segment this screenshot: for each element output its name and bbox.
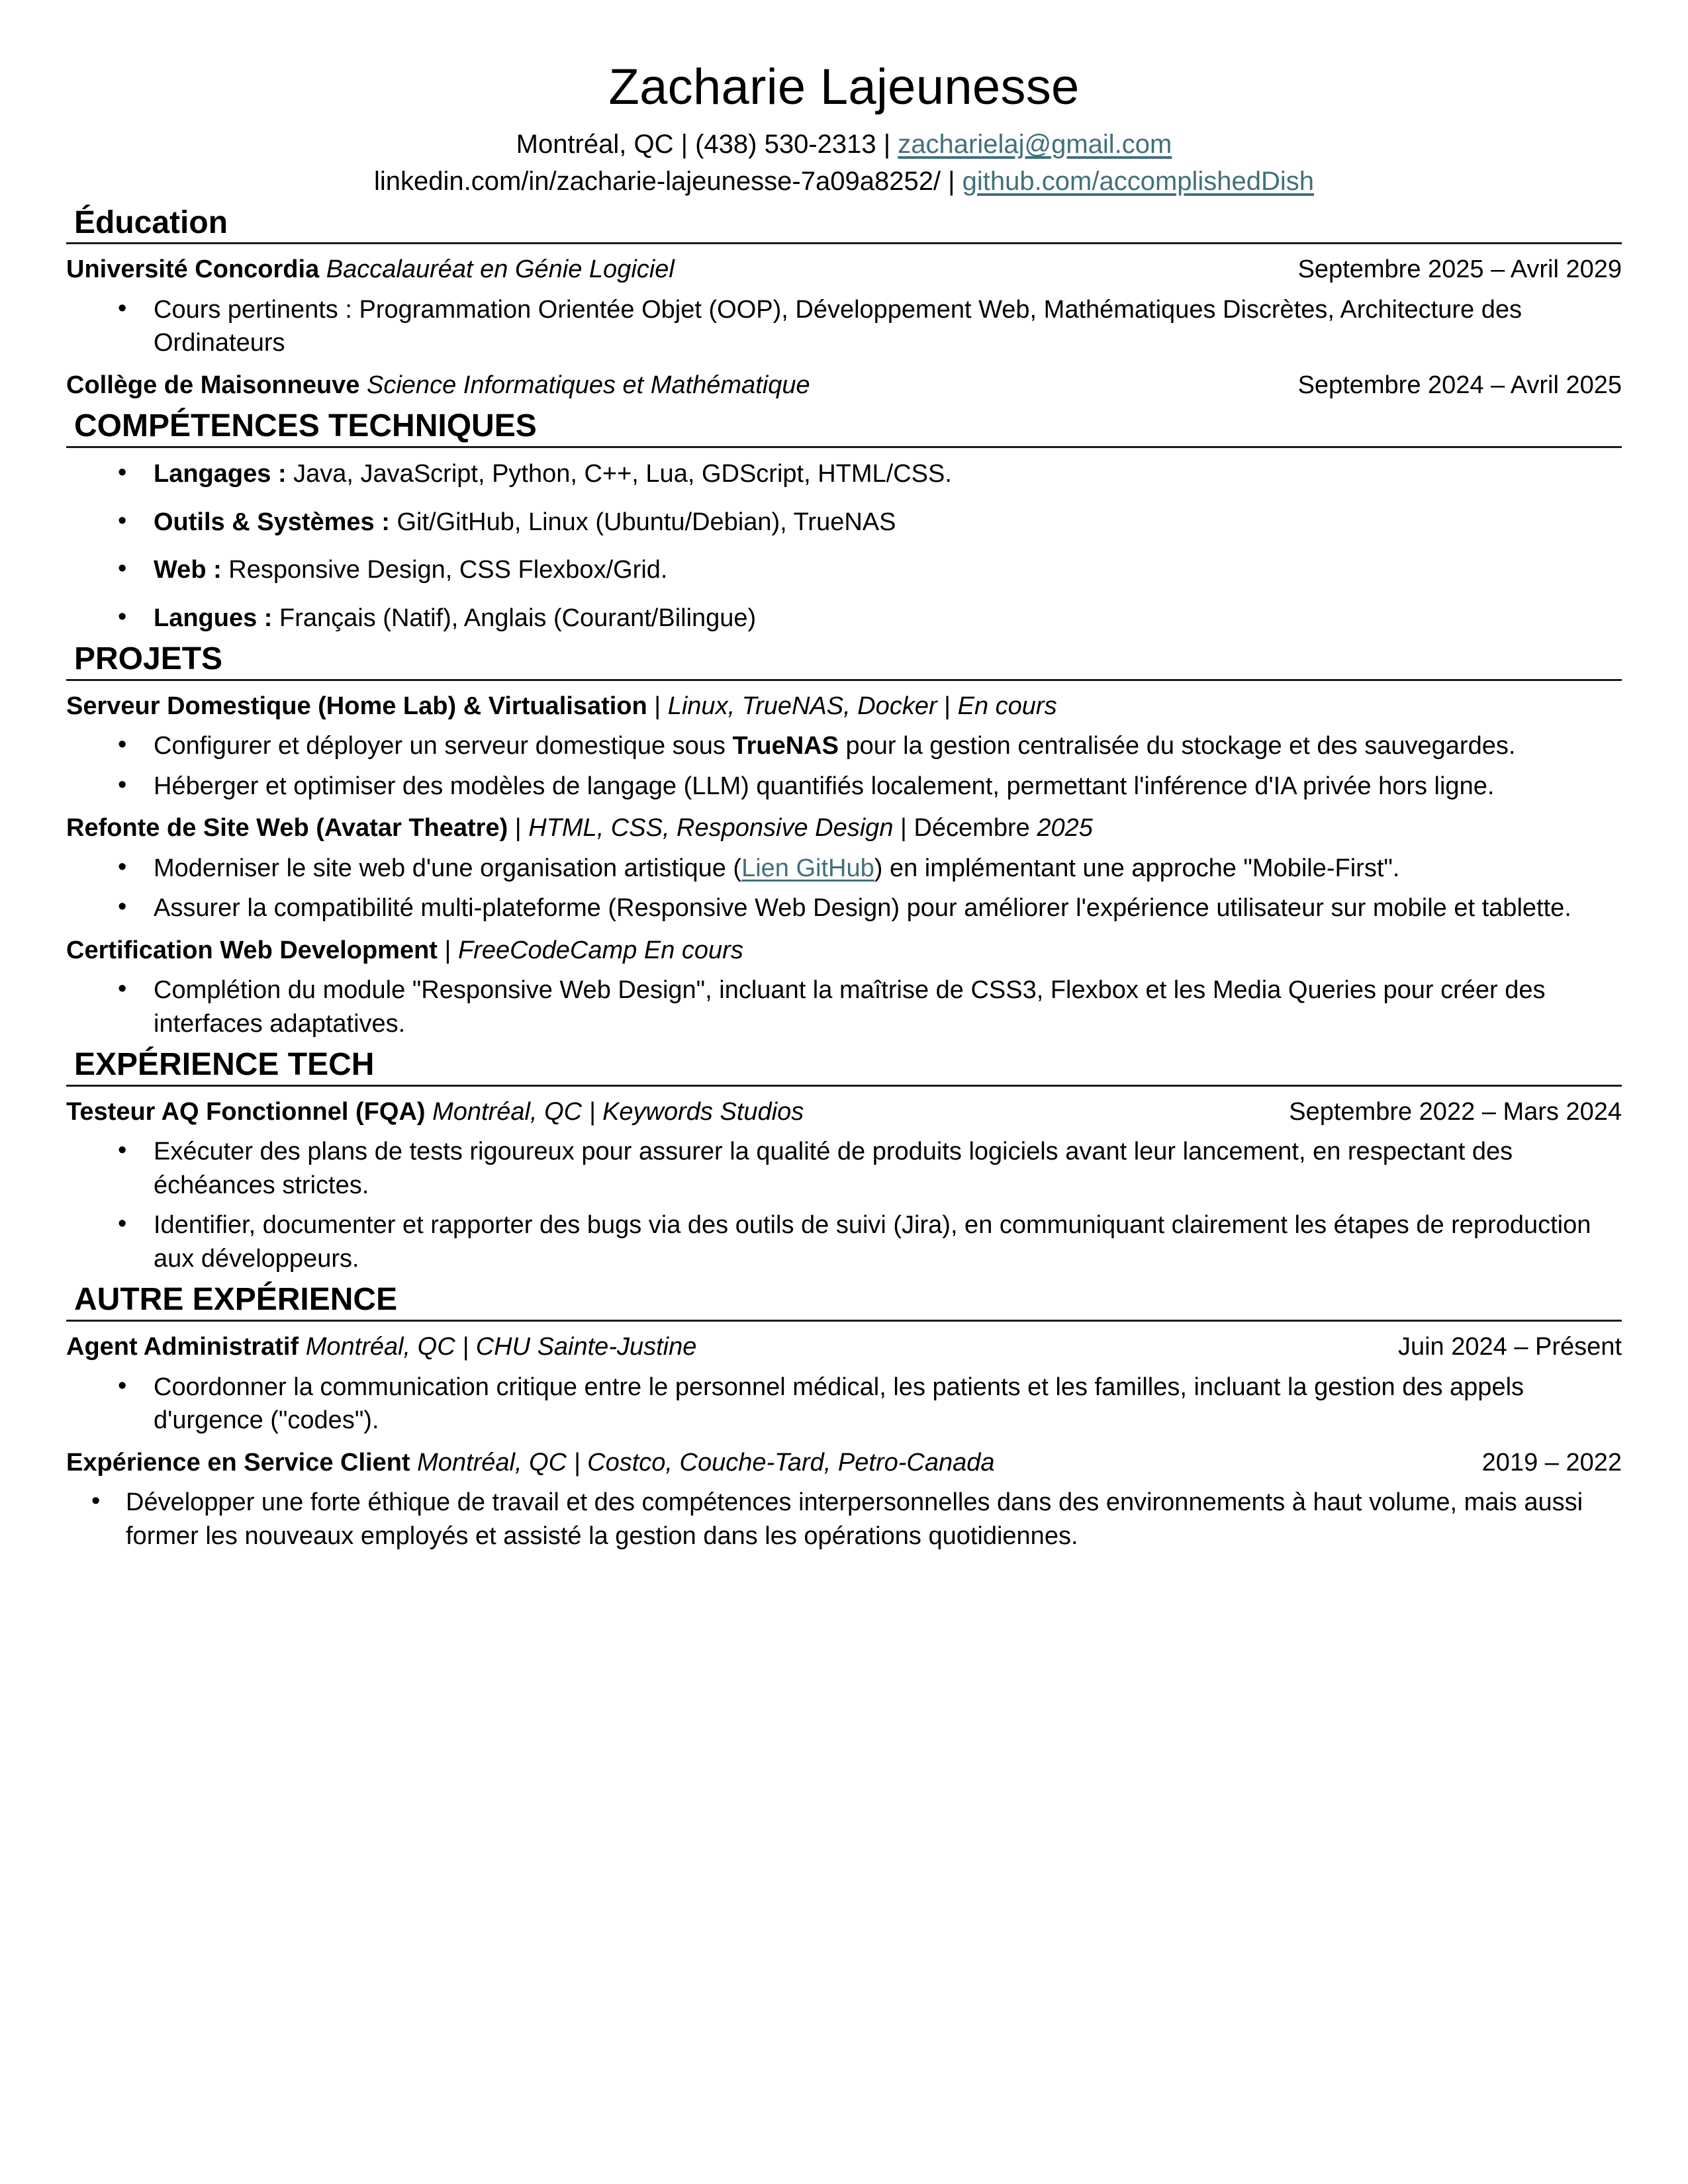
skill-label: Web : [154,556,222,584]
certification-entry [66,934,1622,967]
skill-value: Java, JavaScript, Python, C++, Lua, GDScript, HTML/CSS. [286,460,952,488]
job-role: Testeur AQ Fonctionnel (FQA) [66,1097,426,1126]
institution-name: Collège de Maisonneuve [66,371,360,399]
skill-value: Git/GitHub, Linux (Ubuntu/Debian), TrueNAS [389,508,896,536]
separator: | [673,130,696,159]
section-tech-experience [66,1047,1622,1275]
job-dates: Septembre 2022 – Mars 2024 [1289,1097,1622,1126]
list-item [66,770,1622,803]
experience-bullet-list [66,1135,1622,1275]
project-entry-left [66,812,1622,844]
section-other-experience [66,1282,1622,1553]
separator: | [455,1333,476,1361]
certification-entry-left [66,934,1622,967]
education-bullet-list [66,293,1622,360]
experience-entry [66,1331,1622,1363]
institution-name: Université Concordia [66,255,320,284]
list-item [66,729,1622,763]
section-divider [66,679,1622,681]
contact-line-secondary [66,165,1622,199]
job-dates: 2019 – 2022 [1481,1448,1622,1477]
phone-text: (438) 530-2313 [695,130,876,159]
spacer [637,936,644,964]
skills-list [66,457,1622,635]
bullet-text-pre: Configurer et déployer un serveur domestique sous [154,732,733,760]
list-item: • Développer une forte éthique de travail et des compétences interpersonnelles dans des environnements à haut volume, mais aussi former les nouveaux employés et assisté la gestion dans les opérations quotidiennes. [66,1486,1622,1553]
company-name: Keywords Studios [602,1097,804,1126]
contact-line-primary [66,128,1622,161]
separator: | [876,130,898,159]
certification-bullet-list [66,974,1622,1040]
project-bullet-list [66,729,1622,803]
company-name: Costco, Couche-Tard, Petro-Canada [587,1448,995,1477]
bullet-text-pre: Moderniser le site web d'une organisation artistique ( [154,854,742,882]
section-divider [66,1085,1622,1087]
bullet-text-post: pour la gestion centralisée du stockage et des sauvegardes. [838,732,1516,760]
section-skills [66,408,1622,635]
resume-header [66,58,1622,199]
job-role: Expérience en Service Client [66,1448,410,1477]
section-divider [66,446,1622,448]
project-date-italic: 2025 [1037,814,1093,842]
experience-entry [66,1447,1622,1479]
job-dates: Juin 2024 – Présent [1397,1333,1622,1361]
bullet-text-pre: Héberger et optimiser des modèles de langage (LLM) quantifiés localement, permettant l'inférence d'IA privée hors ligne. [154,772,1495,800]
list-item [66,974,1622,1040]
experience-bullet-list [66,1371,1622,1437]
company-name: CHU Sainte-Justine [475,1333,697,1361]
experience-entry-left [66,1331,1382,1363]
job-location: Montréal, QC [425,1097,583,1126]
skill-label: Outils & Systèmes : [154,508,390,536]
skill-value: Responsive Design, CSS Flexbox/Grid. [221,556,668,584]
separator: | [437,936,458,964]
program-name: Science Informatiques et Mathématique [359,371,810,399]
section-divider [66,242,1622,244]
skill-label: Langues : [154,604,273,632]
skill-value: Français (Natif), Anglais (Courant/Bilingue) [272,604,757,632]
separator: | [941,166,962,196]
list-item: • Coordonner la communication critique entre le personnel médical, les patients et les familles, incluant la gestion des appels d'urgence ("codes"). [66,1371,1622,1437]
bullet-text-post: ) en implémentant une approche "Mobile-First". [874,854,1400,882]
education-dates: Septembre 2024 – Avril 2025 [1297,371,1622,399]
email-link[interactable]: zacharielaj@gmail.com [898,130,1172,159]
job-location: Montréal, QC [299,1333,455,1361]
project-stack: HTML, CSS, Responsive Design [528,814,894,842]
separator: | [582,1097,603,1126]
github-project-link[interactable]: Lien GitHub [741,854,874,882]
location-text: Montréal, QC [516,130,674,159]
experience-entry-left [66,1447,1466,1479]
education-entry-left [66,253,1282,286]
skill-label: Langages : [154,460,287,488]
education-entry-left [66,369,1282,402]
list-item [66,602,1622,635]
candidate-name: Zacharie Lajeunesse [608,59,1080,115]
education-entry [66,253,1622,286]
github-link[interactable]: github.com/accomplishedDish [962,166,1315,196]
experience-entry [66,1096,1622,1128]
section-education [66,205,1622,402]
separator: | [508,814,529,842]
project-entry-left [66,690,1622,723]
education-entry [66,369,1622,402]
list-item: • Identifier, documenter et rapporter des bugs via des outils de suivi (Jira), en communiquant clairement les étapes de reproduction aux développeurs. [66,1208,1622,1275]
project-title: Serveur Domestique (Home Lab) & Virtualisation [66,692,647,720]
section-heading-skills: COMPÉTENCES TECHNIQUES [74,408,537,444]
project-bullet-list [66,852,1622,925]
job-location: Montréal, QC [410,1448,567,1477]
separator: | [647,692,668,720]
section-divider [66,1320,1622,1322]
experience-entry-left [66,1096,1273,1128]
certification-title: Certification Web Development [66,936,438,964]
project-entry [66,812,1622,844]
section-heading-other-experience: AUTRE EXPÉRIENCE [74,1282,398,1318]
education-dates: Septembre 2025 – Avril 2029 [1297,255,1622,284]
section-heading-tech-experience: EXPÉRIENCE TECH [74,1047,375,1083]
list-item [66,852,1622,886]
list-item: • Cours pertinents : Programmation Orientée Objet (OOP), Développement Web, Mathématiques Discrètes, Architecture des Ordinateurs [66,293,1622,360]
program-name: Baccalauréat en Génie Logiciel [319,255,675,284]
section-heading-projects: PROJETS [74,641,223,677]
list-item: • Exécuter des plans de tests rigoureux pour assurer la qualité de produits logiciels avant leur lancement, en respectant des échéances strictes. [66,1135,1622,1202]
bullet-text-pre: Assurer la compatibilité multi-plateforme (Responsive Web Design) pour améliorer l'expérience utilisateur sur mobile et tablette. [154,894,1571,923]
experience-bullet-list [66,1486,1622,1553]
separator: | [567,1448,588,1477]
linkedin-text: linkedin.com/in/zacharie-lajeunesse-7a09a8252/ [373,166,941,196]
separator: | [893,814,914,842]
separator: | [937,692,958,720]
list-item [66,506,1622,539]
project-stack: Linux, TrueNAS, Docker [667,692,937,720]
section-projects [66,641,1622,1040]
certification-status: En cours [643,936,743,964]
section-heading-education: Éducation [74,205,228,240]
list-item [66,553,1622,587]
project-title: Refonte de Site Web (Avatar Theatre) [66,814,508,842]
list-item [66,457,1622,491]
project-entry [66,690,1622,723]
project-status: En cours [957,692,1057,720]
job-role: Agent Administratif [66,1333,299,1361]
bullet-text-emphasis: TrueNAS [732,732,839,760]
certification-provider: FreeCodeCamp [457,936,637,964]
list-item [66,891,1622,925]
bullet-text-pre: Complétion du module "Responsive Web Design", incluant la maîtrise de CSS3, Flexbox et les Media Queries pour créer des interfaces adaptatives. [154,976,1546,1038]
project-date-plain: Décembre [914,814,1037,842]
